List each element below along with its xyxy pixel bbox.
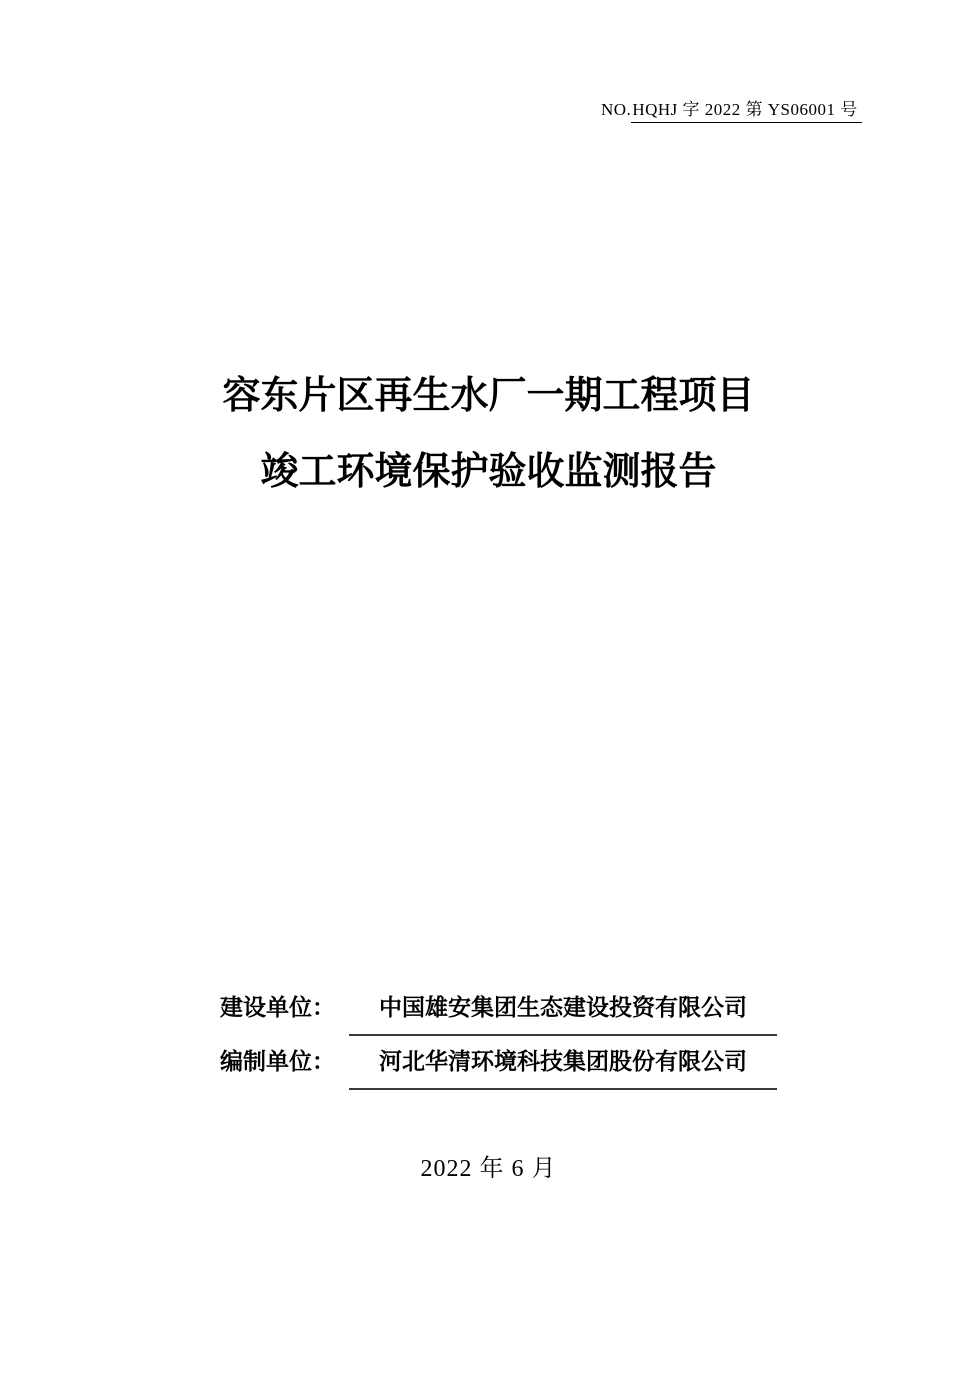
compilation-unit-label: 编制单位：	[220, 1048, 335, 1074]
compilation-unit-row	[0, 1048, 977, 1092]
doc-number	[601, 100, 862, 123]
compilation-unit-value: 河北华清环境科技集团股份有限公司	[349, 1048, 777, 1090]
doc-number-prefix: NO.	[601, 100, 632, 119]
report-title-line2: 竣工环境保护验收监测报告	[260, 451, 717, 493]
construction-unit-row	[0, 994, 977, 1038]
construction-unit-value: 中国雄安集团生态建设投资有限公司	[349, 994, 777, 1036]
report-title-line1: 容东片区再生水厂一期工程项目	[222, 375, 755, 417]
report-date: 2022 年 6 月	[420, 1156, 557, 1182]
construction-unit-label: 建设单位：	[220, 994, 335, 1020]
doc-number-code: HQHJ 字 2022 第 YS06001 号	[631, 100, 861, 123]
